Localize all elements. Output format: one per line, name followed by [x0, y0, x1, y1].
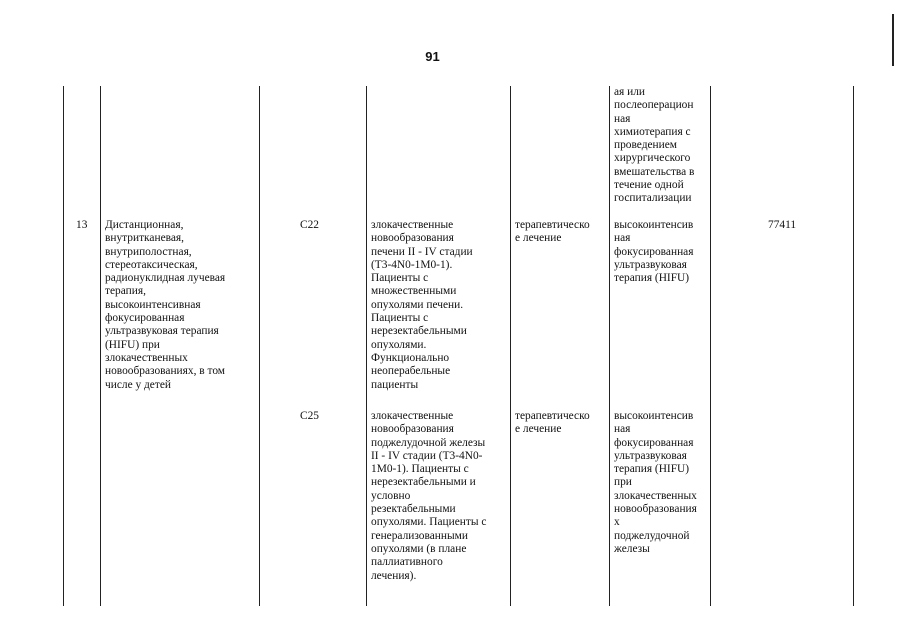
page-number: 91 [425, 49, 440, 64]
treatment-method-c25: высокоинтенсив ная фокусированная ультразвуковая терапия (HIFU) при злокачественных новообразования х поджелудочной железы [614, 410, 697, 555]
icd-code-c25: C25 [300, 410, 319, 422]
treatment-type-c25: терапевтическо е лечение [515, 410, 590, 436]
patient-model-c25: злокачественные новообразования поджелудочной железы II - IV стадии (T3-4N0- 1M0-1). Пациенты с нерезектабельными и условно резектабельными опухолями. Пациенты с генерализованными опухолями (в плане паллиативного лечения). [371, 410, 487, 582]
treatment-method-c22: высокоинтенсив ная фокусированная ультразвуковая терапия (HIFU) [614, 219, 694, 285]
table-divider-6 [710, 86, 711, 606]
icd-code-c22: C22 [300, 219, 319, 231]
table-divider-5 [609, 86, 610, 606]
prev-treatment-tail: ая или послеоперацион ная химиотерапия с проведением хирургического вмешательства в течение одной госпитализации [614, 86, 695, 205]
table-divider-2 [259, 86, 260, 606]
table-divider-4 [510, 86, 511, 606]
table-divider-3 [366, 86, 367, 606]
table-border-right [853, 86, 854, 606]
cost: 77411 [768, 219, 797, 231]
page-edge-mark [892, 14, 894, 66]
row-number: 13 [76, 219, 88, 231]
table-divider-1 [100, 86, 101, 606]
method-name: Дистанционная, внутритканевая, внутриполостная, стереотаксическая, радионуклидная лучевая терапия, высокоинтенсивная фокусированная ультразвуковая терапия (HIFU) при злокачественных новообразованиях, в том числе у детей [105, 219, 226, 391]
patient-model-c22: злокачественные новообразования печени II - IV стадии (T3-4N0-1M0-1). Пациенты с множественными опухолями печени. Пациенты с нерезектабельными опухолями. Функционально неоперабельные пациенты [371, 219, 473, 391]
treatment-type-c22: терапевтическо е лечение [515, 219, 590, 245]
table-border-left [63, 86, 64, 606]
